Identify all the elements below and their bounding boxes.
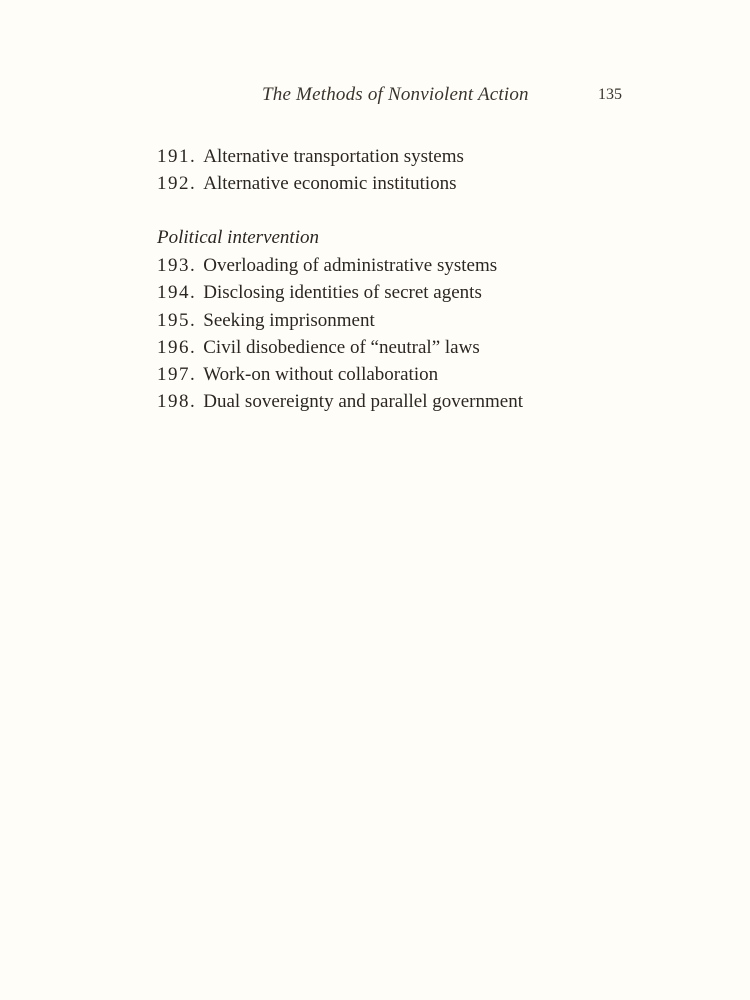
item-text: Work-on without collaboration — [203, 364, 439, 386]
item-text: Alternative economic institutions — [203, 173, 457, 195]
list-item — [157, 252, 523, 279]
list-item — [157, 388, 523, 415]
item-number: 197. — [157, 364, 197, 386]
item-text: Disclosing identities of secret agents — [203, 282, 482, 304]
section-heading: Political intervention — [157, 227, 319, 248]
list-item — [157, 307, 523, 334]
list-item — [157, 170, 464, 197]
item-text: Overloading of administrative systems — [203, 255, 498, 276]
item-number: 194. — [157, 282, 197, 304]
item-number: 192. — [157, 173, 197, 195]
running-head: The Methods of Nonviolent Action — [262, 84, 529, 105]
item-number: 195. — [157, 309, 197, 331]
page-number: 135 — [598, 86, 622, 103]
item-number: 198. — [157, 391, 197, 413]
item-text: Seeking imprisonment — [203, 309, 375, 331]
item-number: 196. — [157, 336, 197, 358]
method-list-continued — [157, 143, 464, 198]
item-text: Civil disobedience of “neutral” laws — [203, 336, 480, 358]
item-number: 191. — [157, 146, 197, 167]
list-item — [157, 143, 464, 170]
list-item — [157, 334, 523, 361]
list-item — [157, 361, 523, 388]
list-item — [157, 279, 523, 306]
item-text: Alternative transportation systems — [203, 146, 464, 167]
item-text: Dual sovereignty and parallel government — [203, 391, 523, 413]
item-number: 193. — [157, 255, 197, 276]
method-list-political-intervention — [157, 252, 523, 416]
